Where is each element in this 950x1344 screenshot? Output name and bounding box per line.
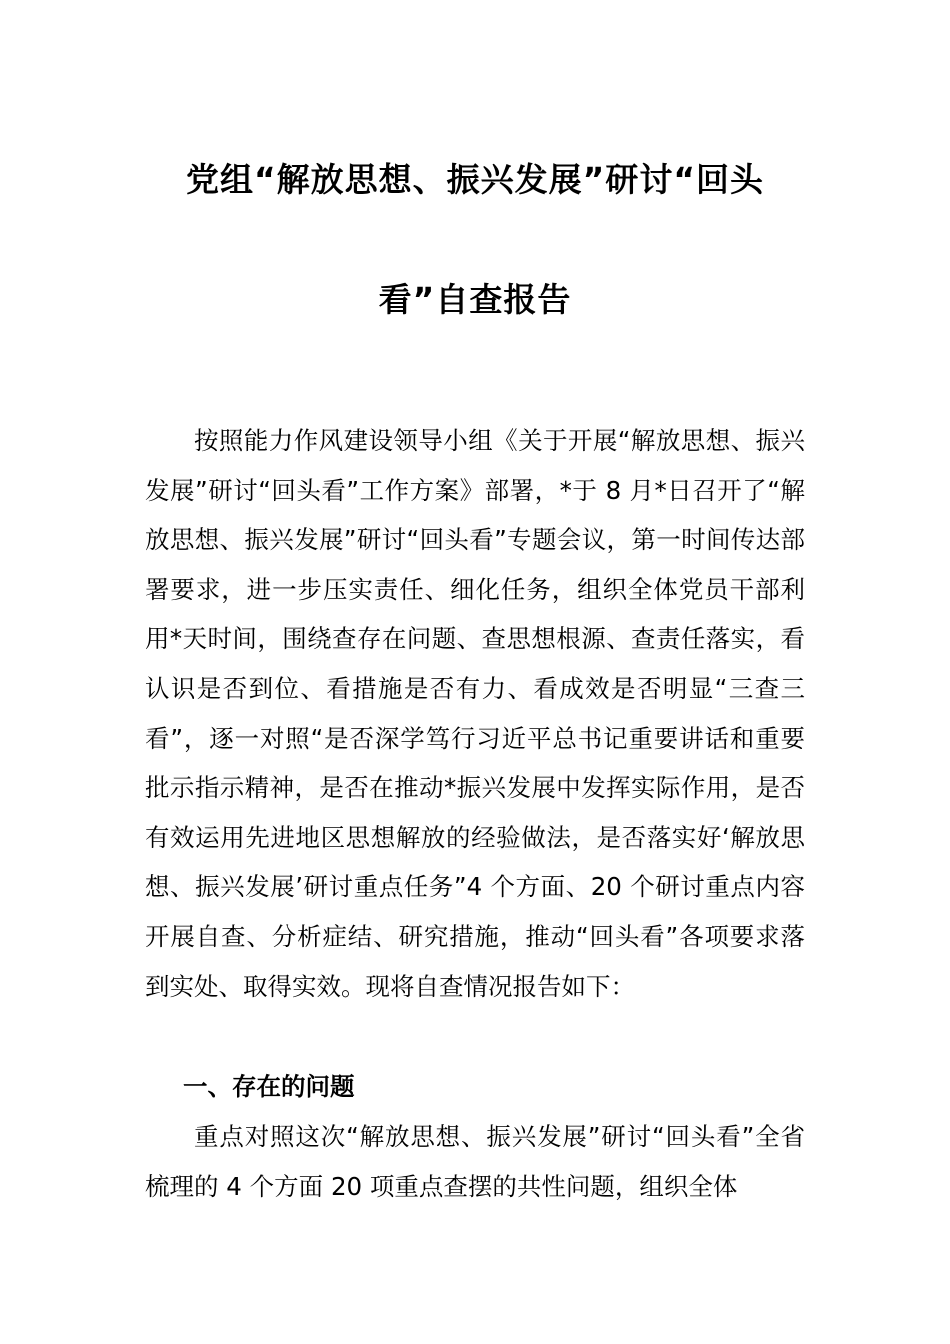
intro-paragraph: 按照能力作风建设领导小组《关于开展“解放思想、振兴发展”研讨“回头看”工作方案》部署，*于 8 月*日召开了“解放思想、振兴发展”研讨“回头看”专题会议，第一时间传达部署要求，进一步压实责任、细化任务，组织全体党员干部利用*天时间，围绕查存在问题、查思想根源、查责任落实，看认识是否到位、看措施是否有力、看成效是否明显“三查三看”，逐一对照“是否深学笃行习近平总书记重要讲话和重要批示指示精神，是否在推动*振兴发展中发挥实际作用，是否有效运用先进地区思想解放的经验做法，是否落实好‘解放思想、振兴发展’研讨重点任务”4 个方面、20 个研讨重点内容开展自查、分析症结、研究措施，推动“回头看”各项要求落到实处、取得实效。现将自查情况报告如下： — [145, 426, 805, 1001]
section-heading-problems: 一、存在的问题 — [182, 1072, 355, 1101]
document-title-line-1: 党组“解放思想、振兴发展”研讨“回头 — [185, 160, 765, 199]
document-title-line-2: 看”自查报告 — [378, 280, 572, 319]
section-1-paragraph: 重点对照这次“解放思想、振兴发展”研讨“回头看”全省梳理的 4 个方面 20 项重点查摆的共性问题，组织全体 — [145, 1122, 805, 1201]
